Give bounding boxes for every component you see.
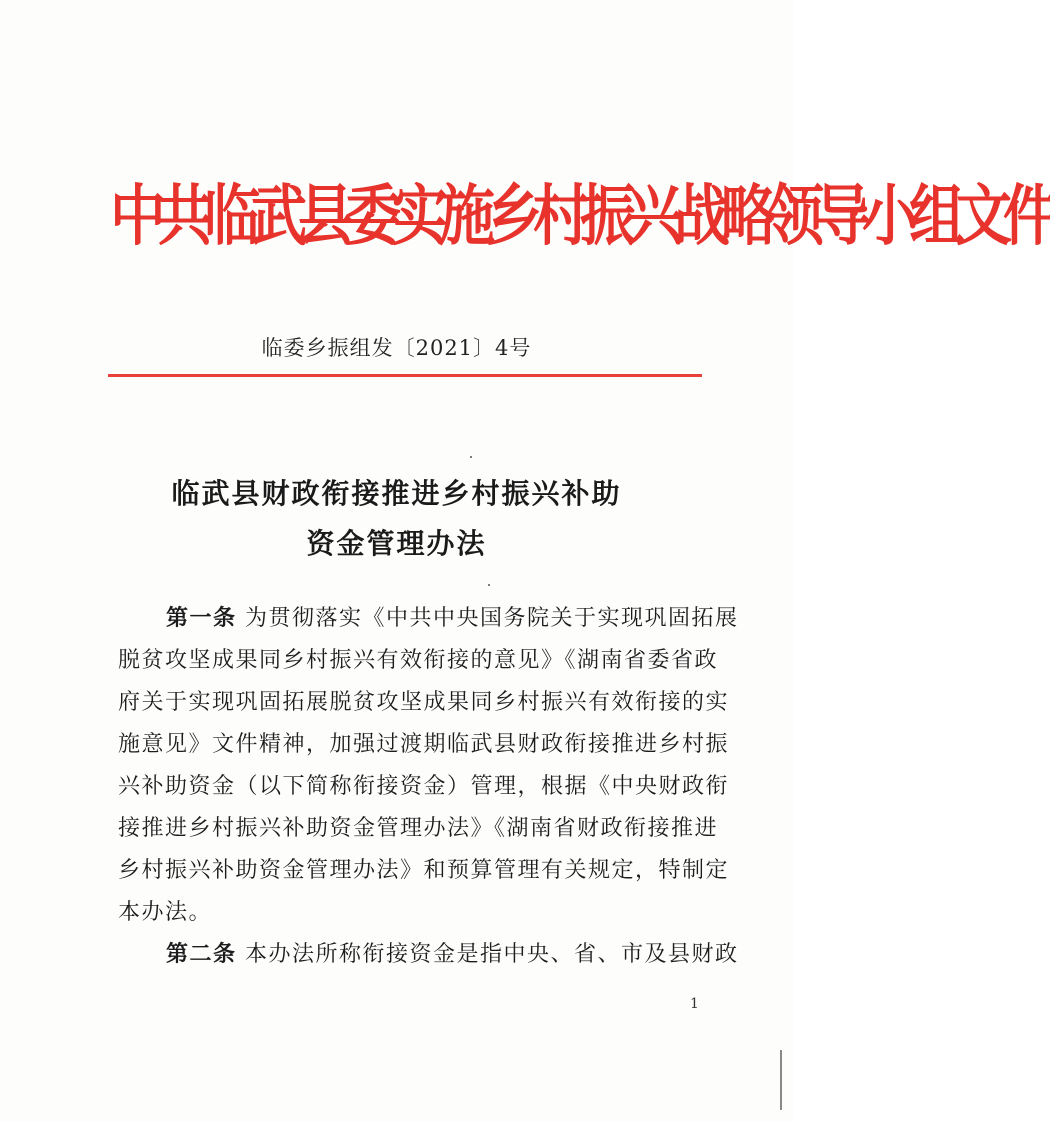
article-1-line-4: 施意见》文件精神，加强过渡期临武县财政衔接推进乡村振 [118, 732, 730, 757]
article-2-paragraph [118, 934, 739, 976]
article-1-line-5: 兴补助资金（以下简称衔接资金）管理，根据《中央财政衔 [118, 774, 730, 799]
red-separator-rule [108, 374, 702, 377]
article-1-line-6: 接推进乡村振兴补助资金管理办法》《湖南省财政衔接推进 [118, 816, 719, 841]
article-1-line-1 [118, 598, 739, 640]
article-1-paragraph [118, 598, 739, 934]
org-header-title: 中共临武县委实施乡村振兴战略领导小组文件 [110, 178, 1050, 255]
article-2-line-1 [118, 934, 739, 976]
article-1-label: 第一条 [166, 606, 237, 631]
scan-speck [470, 456, 472, 458]
scan-edge-mark [780, 1050, 782, 1110]
article-1-line-3: 府关于实现巩固拓展脱贫攻坚成果同乡村振兴有效衔接的实 [118, 690, 730, 715]
article-2-label: 第二条 [166, 942, 237, 967]
document-title-line-2: 资金管理办法 [306, 527, 487, 560]
article-1-line-1-text: 为贯彻落实《中共中央国务院关于实现巩固拓展 [245, 606, 739, 631]
document-title-line-1: 临武县财政衔接推进乡村振兴补助 [171, 477, 622, 510]
scan-speck [488, 584, 490, 586]
article-2-line-1-text: 本办法所称衔接资金是指中央、省、市及县财政 [245, 942, 739, 967]
article-1-line-7: 乡村振兴补助资金管理办法》和预算管理有关规定，特制定 [118, 858, 730, 883]
page-number: 1 [690, 996, 699, 1012]
document-number: 临委乡振组发〔2021〕4号 [261, 336, 532, 360]
article-1-line-2: 脱贫攻坚成果同乡村振兴有效衔接的意见》《湖南省委省政 [118, 648, 719, 673]
article-1-line-8: 本办法。 [118, 900, 213, 925]
